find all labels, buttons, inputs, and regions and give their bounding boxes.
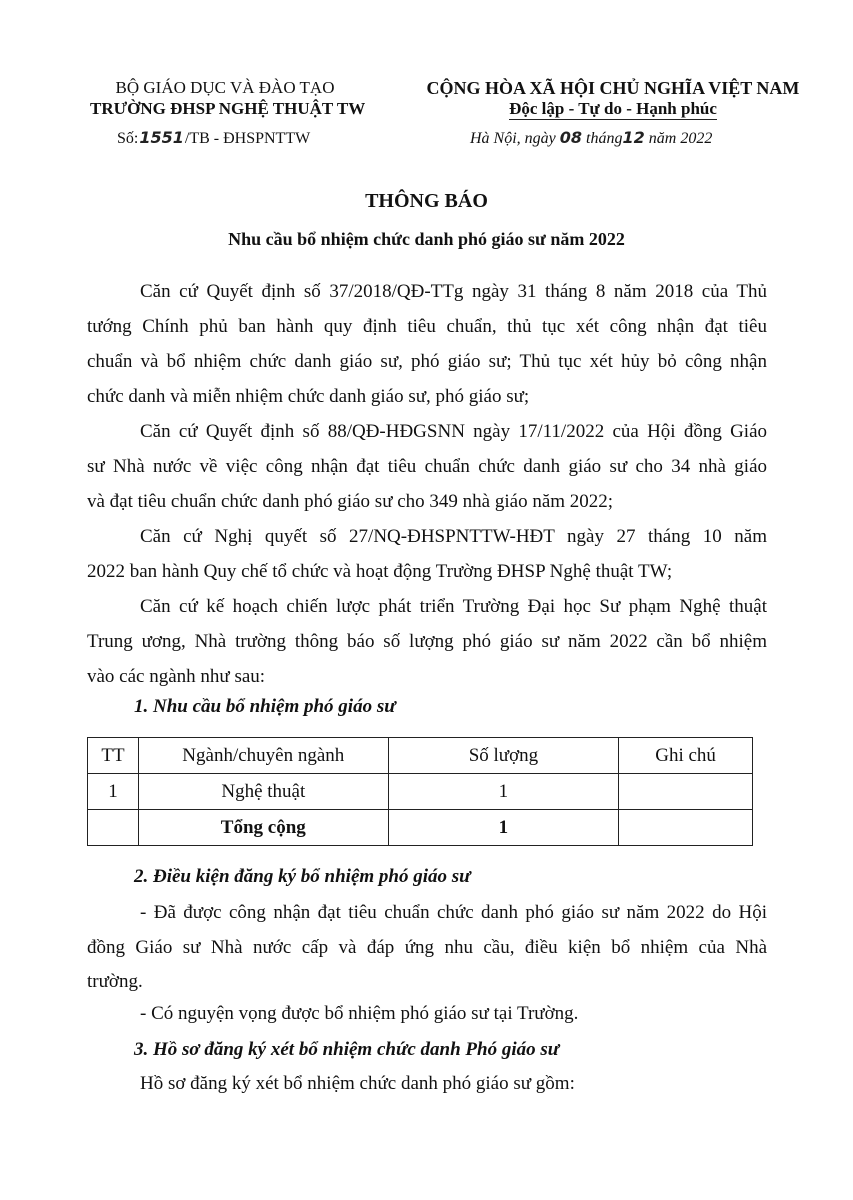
date-month-label: tháng xyxy=(586,130,623,147)
number-handwritten: 1551 xyxy=(139,128,184,147)
p3-line-1: Căn cứ Nghị quyết số 27/NQ-ĐHSPNTTW-HĐT ngày 27 tháng 10 năm xyxy=(140,526,767,547)
col-header-field: Ngành/chuyên ngành xyxy=(138,738,388,774)
ministry-name: BỘ GIÁO DỤC VÀ ĐÀO TẠO xyxy=(115,78,335,97)
demand-table xyxy=(87,737,753,846)
section-2-heading: 2. Điều kiện đăng ký bổ nhiệm phó giáo sư xyxy=(134,866,471,887)
p1-line-2: tướng Chính phủ ban hành quy định tiêu chuẩn, thủ tục xét công nhận đạt tiêu xyxy=(87,316,767,337)
national-motto xyxy=(413,99,813,120)
p2-line-1: Căn cứ Quyết định số 88/QĐ-HĐGSNN ngày 17/11/2022 của Hội đồng Giáo xyxy=(140,421,767,442)
cell-quantity: 1 xyxy=(388,774,619,810)
s2-item1-line-2: đồng Giáo sư Nhà nước cấp và đáp ứng nhu cầu, điều kiện bổ nhiệm của Nhà xyxy=(87,937,767,958)
section-1-heading: 1. Nhu cầu bổ nhiệm phó giáo sư xyxy=(134,696,396,717)
cell-total-note xyxy=(619,810,753,846)
table-row xyxy=(88,774,753,810)
cell-total-empty xyxy=(88,810,139,846)
number-suffix: /TB - ĐHSPNTTW xyxy=(184,130,311,147)
number-label: Số: xyxy=(117,130,139,147)
cell-field: Nghệ thuật xyxy=(138,774,388,810)
p2-line-3: và đạt tiêu chuẩn chức danh phó giáo sư cho 349 nhà giáo năm 2022; xyxy=(87,491,614,512)
document-subtitle: Nhu cầu bổ nhiệm chức danh phó giáo sư năm 2022 xyxy=(228,229,625,249)
nation-name: CỘNG HÒA XÃ HỘI CHỦ NGHĨA VIỆT NAM xyxy=(426,78,800,98)
s2-item2: - Có nguyện vọng được bổ nhiệm phó giáo sư tại Trường. xyxy=(140,1003,579,1024)
school-name xyxy=(90,99,366,119)
col-header-tt: TT xyxy=(88,738,139,774)
col-header-quantity: Số lượng xyxy=(388,738,619,774)
document-date xyxy=(470,128,712,148)
date-prefix: Hà Nội, ngày xyxy=(470,130,556,147)
p1-line-3: chuẩn và bổ nhiệm chức danh giáo sư, phó giáo sư; Thủ tục xét hủy bỏ công nhận xyxy=(87,351,767,372)
s2-item1-line-1: - Đã được công nhận đạt tiêu chuẩn chức danh phó giáo sư năm 2022 do Hội xyxy=(140,902,767,923)
date-year: năm 2022 xyxy=(648,130,713,147)
cell-note xyxy=(619,774,753,810)
cell-total-label: Tổng cộng xyxy=(138,810,388,846)
cell-total-quantity: 1 xyxy=(388,810,619,846)
col-header-note: Ghi chú xyxy=(619,738,753,774)
p4-line-3: vào các ngành như sau: xyxy=(87,666,266,687)
p1-line-4: chức danh và miễn nhiệm chức danh giáo sư, phó giáo sư; xyxy=(87,386,530,407)
p2-line-2: sư Nhà nước về việc công nhận đạt tiêu chuẩn chức danh giáo sư cho 34 nhà giáo xyxy=(87,456,767,477)
p1-line-1: Căn cứ Quyết định số 37/2018/QĐ-TTg ngày 31 tháng 8 năm 2018 của Thủ xyxy=(140,281,767,302)
s3-intro: Hồ sơ đăng ký xét bổ nhiệm chức danh phó giáo sư gồm: xyxy=(140,1073,575,1094)
cell-tt: 1 xyxy=(88,774,139,810)
p4-line-2: Trung ương, Nhà trường thông báo số lượng phó giáo sư năm 2022 cần bổ nhiệm xyxy=(87,631,767,652)
document-number xyxy=(117,128,310,148)
table-header-row xyxy=(88,738,753,774)
p4-line-1: Căn cứ kế hoạch chiến lược phát triển Trường Đại học Sư phạm Nghệ thuật xyxy=(140,596,767,617)
date-day: 08 xyxy=(559,128,583,147)
document-title: THÔNG BÁO xyxy=(365,190,488,212)
p3-line-2: 2022 ban hành Quy chế tổ chức và hoạt động Trường ĐHSP Nghệ thuật TW; xyxy=(87,561,673,582)
table-total-row xyxy=(88,810,753,846)
date-month: 12 xyxy=(622,128,645,147)
section-3-heading: 3. Hồ sơ đăng ký xét bổ nhiệm chức danh Phó giáo sư xyxy=(134,1039,560,1060)
national-motto-text: Độc lập - Tự do - Hạnh phúc xyxy=(509,99,717,118)
s2-item1-line-3: trường. xyxy=(87,971,143,992)
school-name-text: TRƯỜNG ĐHSP NGHỆ THUẬT TW xyxy=(90,99,366,118)
